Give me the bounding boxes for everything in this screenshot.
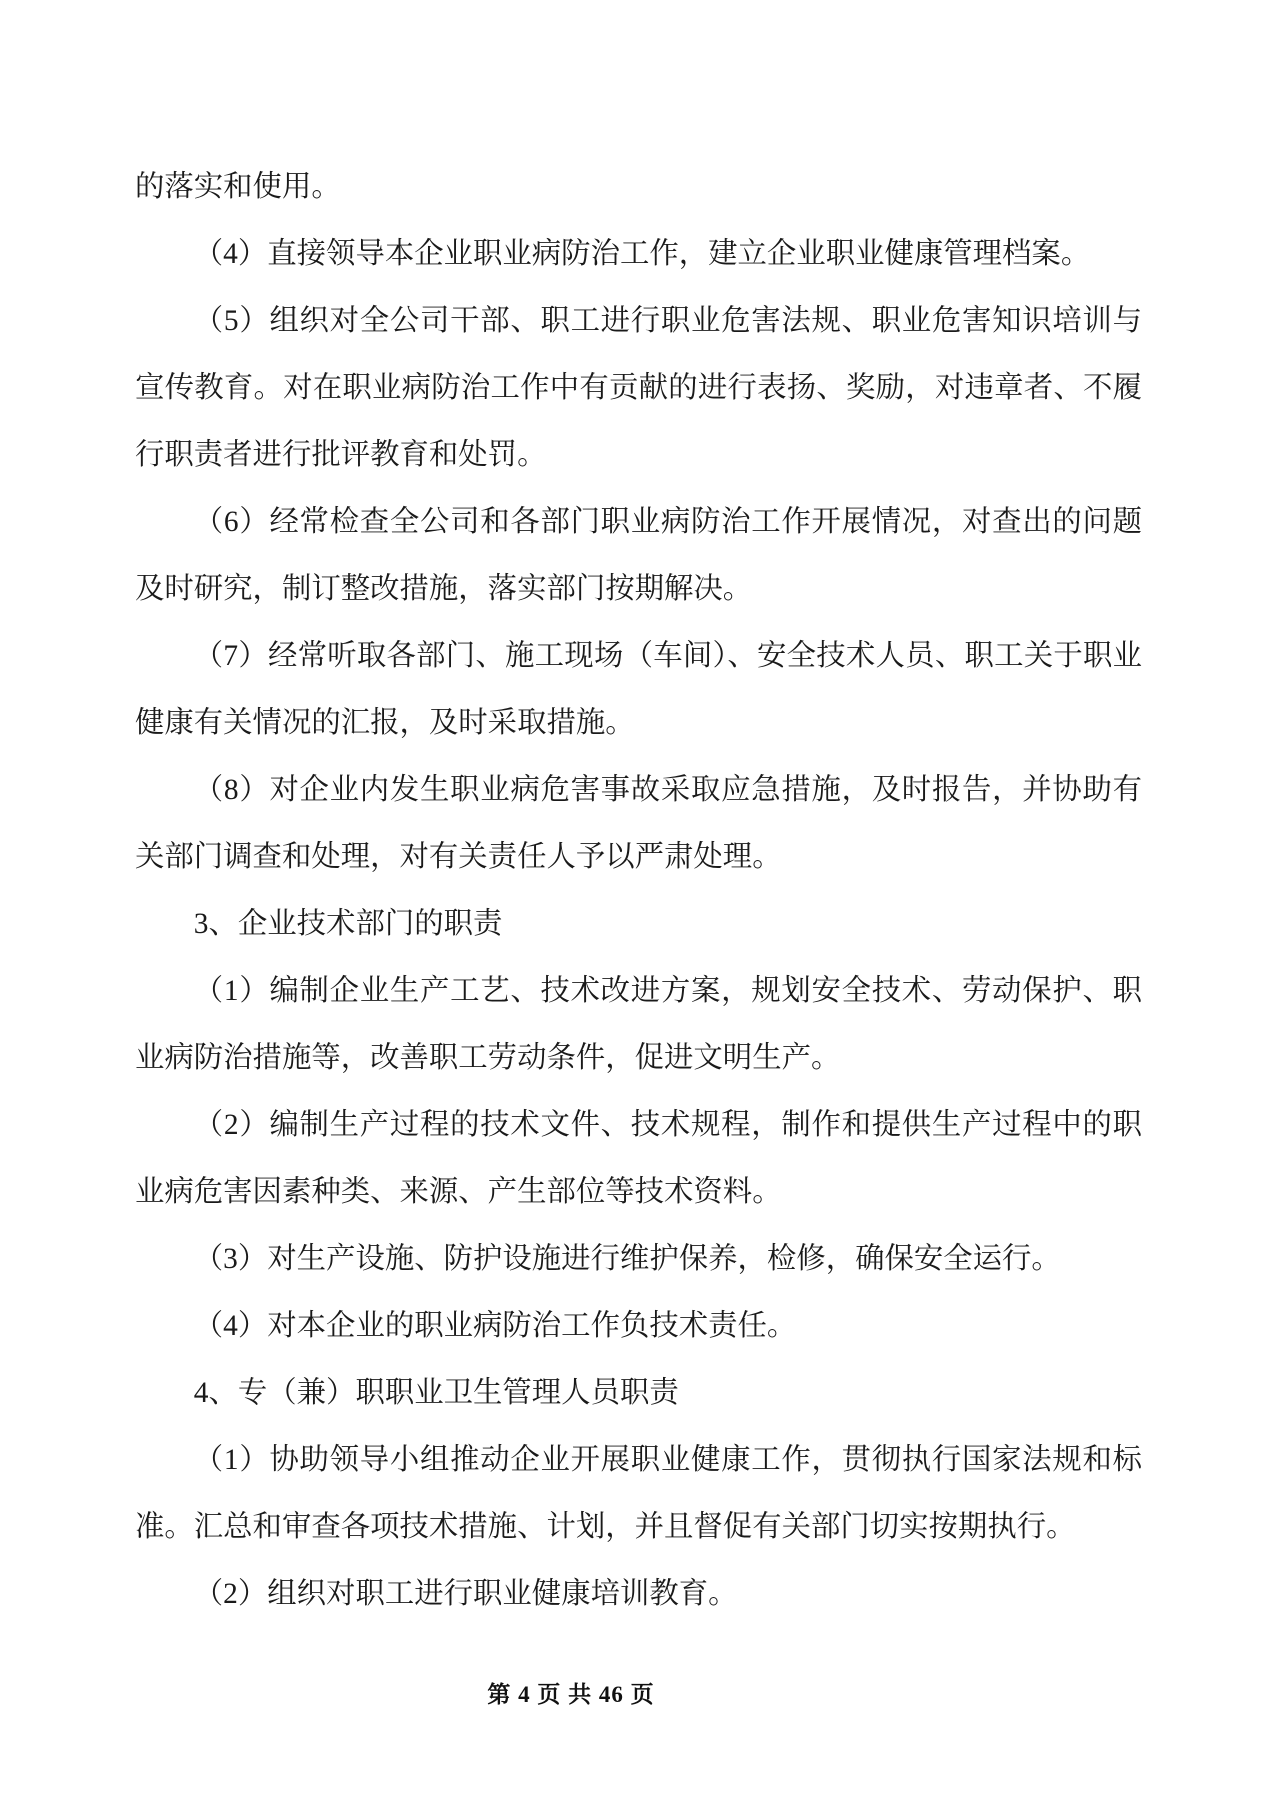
page-number-text: 第 4 页 共 46 页	[487, 1682, 655, 1707]
text-line: 及时研究，制订整改措施，落实部门按期解决。	[135, 573, 753, 605]
text-line: （3）对生产设施、防护设施进行维护保养，检修，确保安全运行。	[193, 1243, 1061, 1275]
text-line: 准。汇总和审查各项技术措施、计划，并且督促有关部门切实按期执行。	[135, 1511, 1076, 1543]
text-line: （7）经常听取各部门、施工现场（车间）、安全技术人员、职工关于职业	[193, 640, 1142, 672]
text-line: （2）编制生产过程的技术文件、技术规程，制作和提供生产过程中的职	[193, 1109, 1142, 1141]
text-line: 宣传教育。对在职业病防治工作中有贡献的进行表扬、奖励，对违章者、不履	[135, 372, 1142, 404]
text-line: （1）编制企业生产工艺、技术改进方案，规划安全技术、劳动保护、职	[193, 975, 1142, 1007]
text-line: （8）对企业内发生职业病危害事故采取应急措施，及时报告，并协助有	[193, 774, 1142, 806]
text-line: 3、企业技术部门的职责	[193, 908, 503, 940]
text-line: 业病危害因素种类、来源、产生部位等技术资料。	[135, 1176, 782, 1208]
page-footer	[0, 1678, 1142, 1712]
text-line: 行职责者进行批评教育和处罚。	[135, 439, 547, 471]
text-line: （4）对本企业的职业病防治工作负技术责任。	[193, 1310, 797, 1342]
text-line: （2）组织对职工进行职业健康培训教育。	[193, 1578, 738, 1610]
text-line: 健康有关情况的汇报，及时采取措施。	[135, 707, 635, 739]
text-line: 的落实和使用。	[135, 171, 341, 203]
text-body	[135, 154, 1142, 1628]
text-line: （4）直接领导本企业职业病防治工作，建立企业职业健康管理档案。	[193, 238, 1091, 270]
text-line: 4、专（兼）职职业卫生管理人员职责	[193, 1377, 679, 1409]
text-line: 关部门调查和处理，对有关责任人予以严肃处理。	[135, 841, 782, 873]
text-line: （6）经常检查全公司和各部门职业病防治工作开展情况，对查出的问题	[193, 506, 1142, 538]
text-line: （1）协助领导小组推动企业开展职业健康工作，贯彻执行国家法规和标	[193, 1444, 1142, 1476]
text-line: 业病防治措施等，改善职工劳动条件，促进文明生产。	[135, 1042, 841, 1074]
text-line: （5）组织对全公司干部、职工进行职业危害法规、职业危害知识培训与	[193, 305, 1142, 337]
